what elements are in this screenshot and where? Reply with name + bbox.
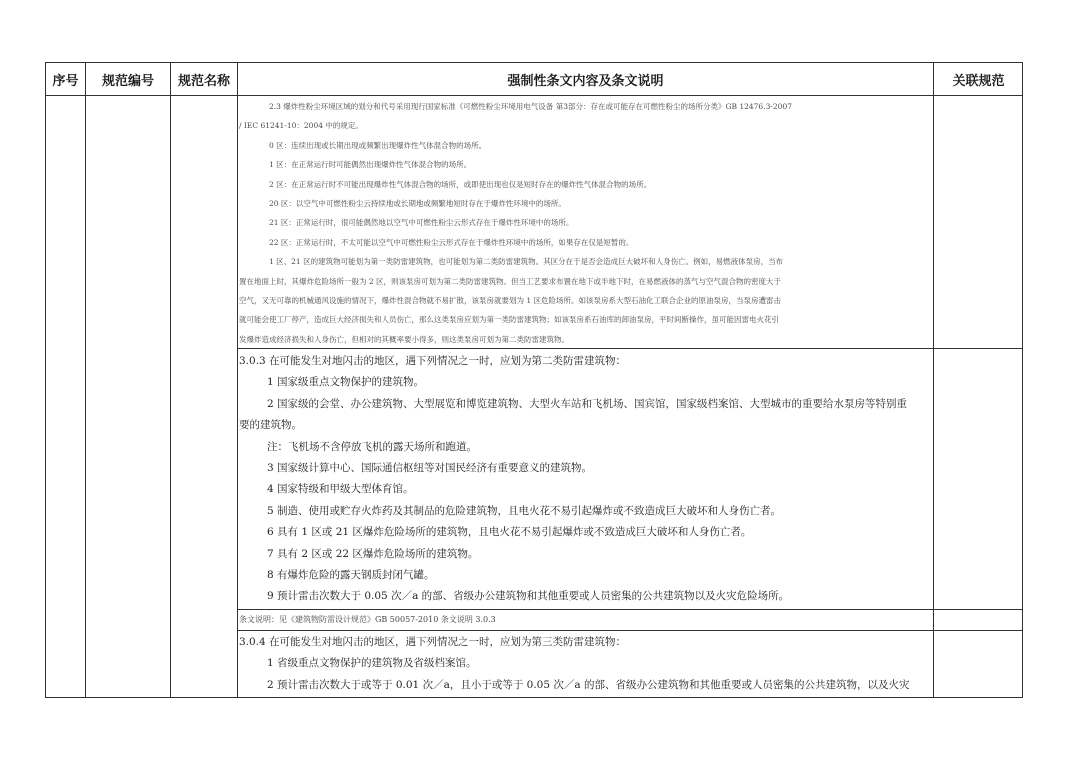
text-line: 注：飞机场不含停放飞机的露天场所和跑道。 xyxy=(267,440,477,453)
regulation-table xyxy=(45,62,1023,698)
header-related: 关联规范 xyxy=(952,73,1005,89)
row-divider xyxy=(237,630,1022,631)
text-line: / IEC 61241-10：2004 中的规定。 xyxy=(239,121,363,131)
clause-heading: 3.0.4 在可能发生对地闪击的地区，遇下列情况之一时，应划为第三类防雷建筑物： xyxy=(239,636,627,648)
text-line: 2 预计雷击次数大于或等于 0.01 次／a，且小于或等于 0.05 次／a 的部、省级办公建筑物和其他重要或人员密集的公共建筑物，以及火灾 xyxy=(267,678,910,691)
column-divider xyxy=(237,63,238,697)
text-line: 22 区：正常运行时，不太可能以空气中可燃性粉尘云形式存在于爆炸性环境中的场所，如果存在仅是短暂的。 xyxy=(269,237,634,247)
explanation-block-2-3 xyxy=(239,97,932,347)
clause-3-0-4 xyxy=(239,632,932,698)
header-code: 规范编号 xyxy=(101,73,154,89)
text-line: 要的建筑物。 xyxy=(239,419,302,432)
header-no: 序号 xyxy=(52,73,79,89)
text-line: 8 有爆炸危险的露天钢质封闭气罐。 xyxy=(267,569,435,582)
header-content: 强制性条文内容及条文说明 xyxy=(507,73,664,89)
text-line: 21 区：正常运行时，很可能偶然地以空气中可燃性粉尘云形式存在于爆炸性环境中的场所。 xyxy=(269,218,574,228)
text-line: 3 国家级计算中心、国际通信枢纽等对国民经济有重要意义的建筑物。 xyxy=(267,462,593,475)
text-line: 2 区：在正常运行时不可能出现爆炸性气体混合物的场所，或即使出现也仅是短时存在的爆炸性气体混合物的场所。 xyxy=(269,179,652,189)
text-line: 1 国家级重点文物保护的建筑物。 xyxy=(267,376,425,389)
text-line: 4 国家特级和甲级大型体育馆。 xyxy=(267,483,414,496)
text-line: 发爆炸造成经济损失和人身伤亡，但相对的其概率要小得多，则这类泵房可划为第二类防雷建筑物。 xyxy=(239,334,569,344)
row-divider xyxy=(46,95,1022,96)
text-line: 就可能会使工厂停产，造成巨大经济损失和人员伤亡，那么这类泵房应划为第一类防雷建筑物；如该泵房系石油库的卸油泵房，平时间断操作，虽可能因雷电火花引 xyxy=(239,315,779,325)
text-line: 6 具有 1 区或 21 区爆炸危险场所的建筑物，且电火花不易引起爆炸或不致造成巨大破坏和人身伤亡者。 xyxy=(267,526,752,539)
text-line: 9 预计雷击次数大于 0.05 次／a 的部、省级办公建筑物和其他重要或人员密集的公共建筑物以及火灾危险场所。 xyxy=(267,590,790,603)
text-line: 置在地面上时，其爆炸危险场所一般为 2 区，则该泵房可划为第二类防雷建筑物。但当工艺要求布置在地下或半地下时，在易燃液体的蒸气与空气混合物的密度大于 xyxy=(239,276,782,286)
clause-heading: 3.0.3 在可能发生对地闪击的地区，遇下列情况之一时，应划为第二类防雷建筑物： xyxy=(239,355,627,367)
clause-3-0-3 xyxy=(239,351,932,608)
text-line: 2.3 爆炸性粉尘环境区域的划分和代号采用现行国家标准《可燃性粉尘环境用电气设备 第3部分：存在或可能存在可燃性粉尘的场所分类》GB 12476.3-2007 xyxy=(269,102,792,111)
text-line: 5 制造、使用或贮存火炸药及其制品的危险建筑物，且电火花不易引起爆炸或不致造成巨大破坏和人身伤亡者。 xyxy=(267,504,782,517)
text-line: 1 区、21 区的建筑物可能划为第一类防雷建筑物，也可能划为第二类防雷建筑物。其区分在于是否会造成巨大破坏和人身伤亡。例如，易燃液体泵房，当布 xyxy=(269,257,784,267)
row-divider xyxy=(237,348,1022,349)
text-line: 7 具有 2 区或 22 区爆炸危险场所的建筑物。 xyxy=(267,547,479,560)
text-line: 空气，又无可靠的机械通风设施的情况下，爆炸性混合物就不易扩散，该泵房就要划为 1 区危险场所。如该泵房系大型石油化工联合企业的原油泵房，当泵房遭雷击 xyxy=(239,296,782,306)
reference-row xyxy=(239,609,932,630)
text-line: 1 省级重点文物保护的建筑物及省级档案馆。 xyxy=(267,657,477,670)
header-name: 规范名称 xyxy=(177,73,230,89)
text-line: 20 区：以空气中可燃性粉尘云持续地或长期地或频繁地短时存在于爆炸性环境中的场所。 xyxy=(269,199,566,209)
column-divider xyxy=(85,63,86,697)
column-divider xyxy=(170,63,171,697)
text-line: 0 区：连续出现或长期出现或频繁出现爆炸性气体混合物的场所。 xyxy=(269,140,487,150)
column-divider xyxy=(933,63,934,697)
reference-text: 条文说明：见《建筑物防雷设计规范》GB 50057-2010 条文说明 3.0.3 xyxy=(239,615,496,624)
text-line: 2 国家级的会堂、办公建筑物、大型展览和博览建筑物、大型火车站和飞机场、国宾馆，国家级档案馆、大型城市的重要给水泵房等特别重 xyxy=(267,397,908,410)
text-line: 1 区：在正常运行时可能偶然出现爆炸性气体混合物的场所。 xyxy=(269,160,472,170)
